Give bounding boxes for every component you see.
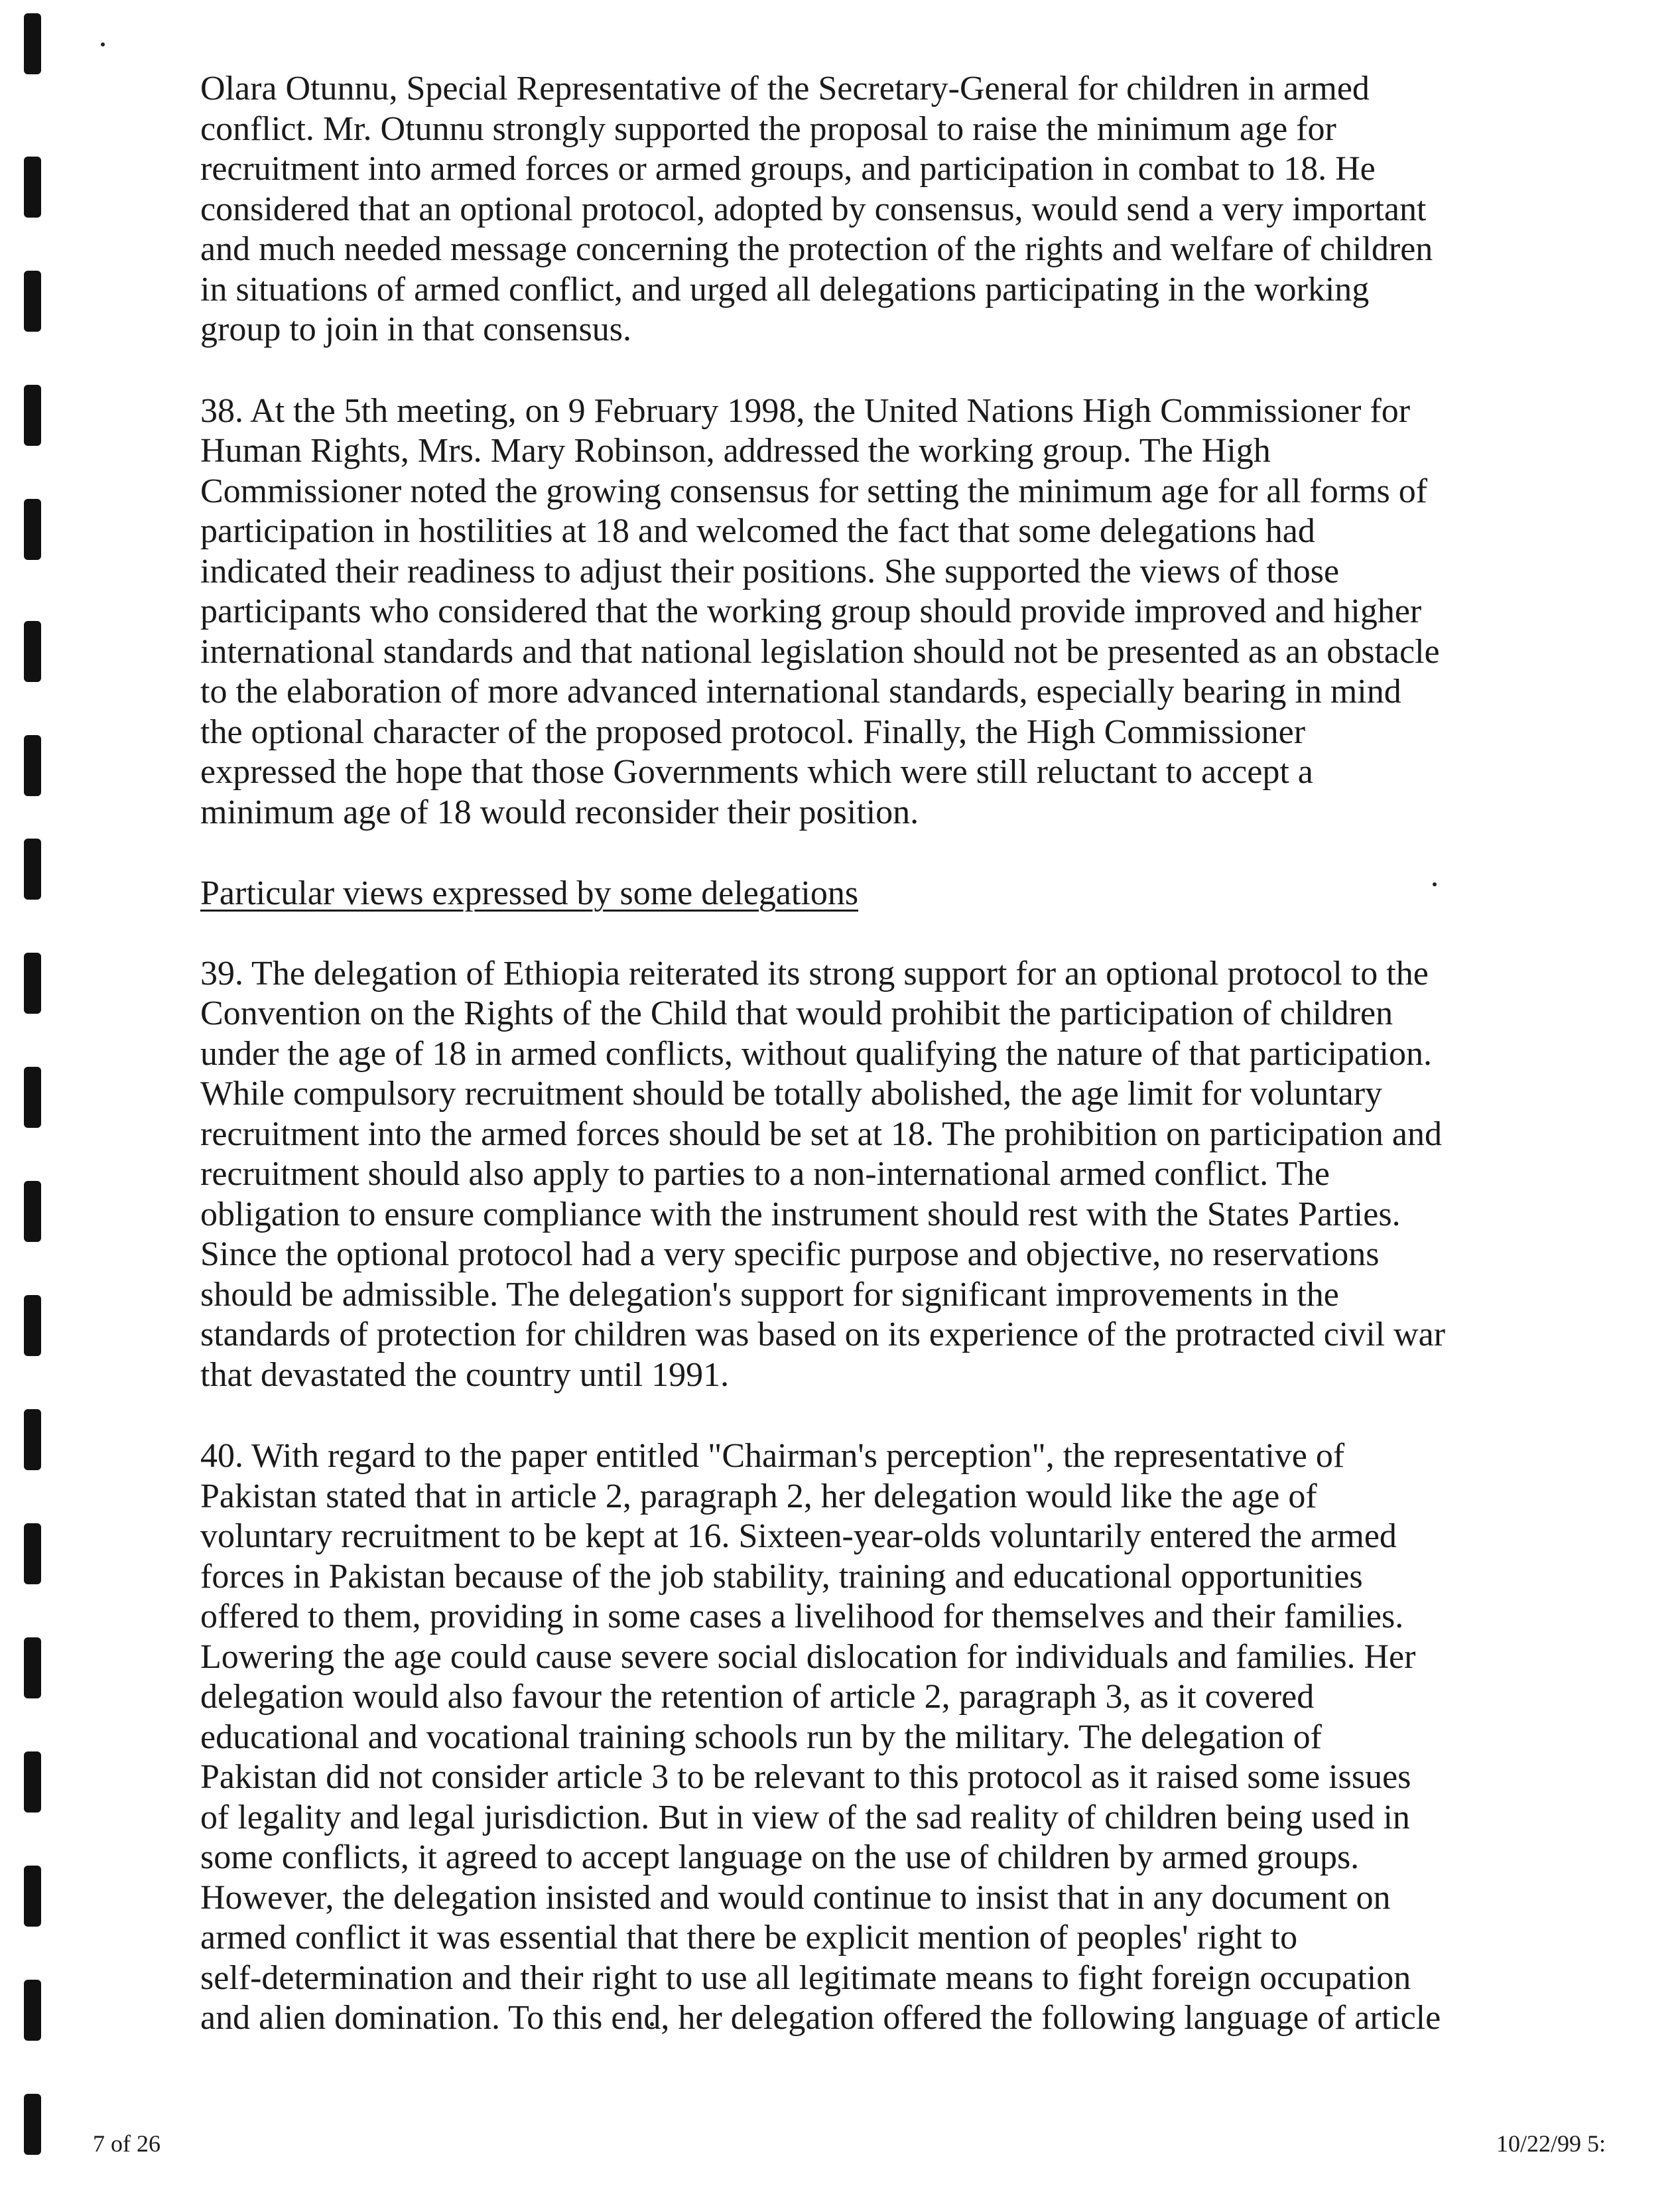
binder-mark — [24, 157, 41, 218]
binder-mark — [24, 1409, 41, 1470]
binder-mark — [24, 1295, 41, 1356]
text-line: Convention on the Rights of the Child that would prohibit the participation of children — [200, 994, 1393, 1032]
text-line: some conflicts, it agreed to accept language on the use of children by armed groups. — [200, 1838, 1360, 1876]
section-heading: Particular views expressed by some delegations — [200, 874, 859, 912]
document-body — [200, 69, 1633, 2080]
binder-mark — [24, 2094, 41, 2155]
binder-mark — [24, 735, 41, 796]
text-line: delegation would also favour the retention of article 2, paragraph 3, as it covered — [200, 1678, 1315, 1716]
text-line: 40. With regard to the paper entitled "Chairman's perception", the representative of — [200, 1437, 1345, 1475]
text-line: 38. At the 5th meeting, on 9 February 1998, the United Nations High Commissioner for — [200, 391, 1411, 430]
text-line: standards of protection for children was based on its experience of the protracted civil war — [200, 1316, 1446, 1353]
binder-mark — [24, 1523, 41, 1584]
text-line: While compulsory recruitment should be totally abolished, the age limit for voluntary — [200, 1075, 1383, 1113]
binder-mark — [24, 953, 41, 1014]
text-line: to the elaboration of more advanced international standards, especially bearing in mind — [200, 673, 1401, 711]
text-line: under the age of 18 in armed conflicts, without qualifying the nature of that participation. — [200, 1034, 1432, 1073]
text-line: voluntary recruitment to be kept at 16. Sixteen-year-olds voluntarily entered the armed — [200, 1517, 1397, 1555]
text-line: of legality and legal jurisdiction. But in view of the sad reality of children being used in — [200, 1798, 1410, 1836]
binder-mark — [24, 621, 41, 682]
text-line: educational and vocational training schools run by the military. The delegation of — [200, 1718, 1322, 1756]
text-line: minimum age of 18 would reconsider their position. — [200, 793, 919, 831]
text-line: and alien domination. To this end, her delegation offered the following language of article — [200, 1999, 1441, 2037]
text-line: offered to them, providing in some cases a livelihood for themselves and their families. — [200, 1598, 1404, 1635]
text-line: 39. The delegation of Ethiopia reiterated its strong support for an optional protocol to the — [200, 954, 1429, 993]
page-number: 7 of 26 — [93, 2130, 161, 2157]
text-line: self-determination and their right to use all legitimate means to fight foreign occupation — [200, 1958, 1411, 1997]
text-line: participation in hostilities at 18 and welcomed the fact that some delegations had — [200, 512, 1315, 550]
text-line: the optional character of the proposed protocol. Finally, the High Commissioner — [200, 713, 1306, 751]
text-line: Human Rights, Mrs. Mary Robinson, addressed the working group. The High — [200, 432, 1271, 470]
text-line: armed conflict it was essential that there be explicit mention of peoples' right to — [200, 1919, 1298, 1956]
binder-mark — [24, 1637, 41, 1698]
text-line: should be admissible. The delegation's support for significant improvements in the — [200, 1275, 1339, 1314]
scan-speck — [101, 42, 105, 46]
text-line: in situations of armed conflict, and urged all delegations participating in the working — [200, 270, 1370, 308]
text-line: recruitment should also apply to parties to a non-international armed conflict. The — [200, 1155, 1330, 1193]
binder-mark — [24, 499, 41, 560]
text-line: that devastated the country until 1991. — [200, 1355, 730, 1394]
binder-mark — [24, 1067, 41, 1128]
text-line: Olara Otunnu, Special Representative of the Secretary-General for children in armed — [200, 70, 1370, 107]
text-line: obligation to ensure compliance with the instrument should rest with the States Parties. — [200, 1195, 1401, 1233]
paragraph-38 — [200, 391, 1633, 833]
paragraph-39 — [200, 954, 1633, 1396]
text-line: recruitment into armed forces or armed groups, and participation in combat to 18. He — [200, 150, 1376, 188]
paragraph-40 — [200, 1436, 1633, 2039]
text-line: Pakistan did not consider article 3 to be relevant to this protocol as it raised some issues — [200, 1758, 1411, 1796]
binder-mark — [24, 271, 41, 332]
binder-mark — [24, 13, 41, 74]
text-line: conflict. Mr. Otunnu strongly supported the proposal to raise the minimum age for — [200, 109, 1336, 148]
text-line: However, the delegation insisted and would continue to insist that in any document on — [200, 1878, 1391, 1917]
text-line: Since the optional protocol had a very specific purpose and objective, no reservations — [200, 1235, 1380, 1273]
text-line: Commissioner noted the growing consensus for setting the minimum age for all forms of — [200, 472, 1428, 510]
binder-mark — [24, 1751, 41, 1813]
binder-mark — [24, 1181, 41, 1242]
binder-mark — [24, 385, 41, 446]
text-line: and much needed message concerning the protection of the rights and welfare of children — [200, 230, 1433, 268]
paragraph-intro — [200, 69, 1633, 350]
print-timestamp: 10/22/99 5: — [1496, 2130, 1606, 2157]
binder-mark — [24, 1980, 41, 2041]
binder-mark — [24, 839, 41, 900]
text-line: Lowering the age could cause severe social dislocation for individuals and families. Her — [200, 1637, 1416, 1676]
text-line: recruitment into the armed forces should be set at 18. The prohibition on participation and — [200, 1115, 1442, 1153]
text-line: expressed the hope that those Governments which were still reluctant to accept a — [200, 753, 1313, 791]
text-line: Pakistan stated that in article 2, paragraph 2, her delegation would like the age of — [200, 1477, 1317, 1515]
text-line: considered that an optional protocol, adopted by consensus, would send a very important — [200, 190, 1427, 228]
text-line: group to join in that consensus. — [200, 310, 631, 348]
text-line: international standards and that national legislation should not be presented as an obstacle — [200, 632, 1440, 671]
text-line: indicated their readiness to adjust their positions. She supported the views of those — [200, 552, 1340, 590]
text-line: participants who considered that the working group should provide improved and higher — [200, 592, 1422, 630]
binder-mark — [24, 1866, 41, 1927]
text-line: forces in Pakistan because of the job stability, training and educational opportunities — [200, 1557, 1363, 1596]
